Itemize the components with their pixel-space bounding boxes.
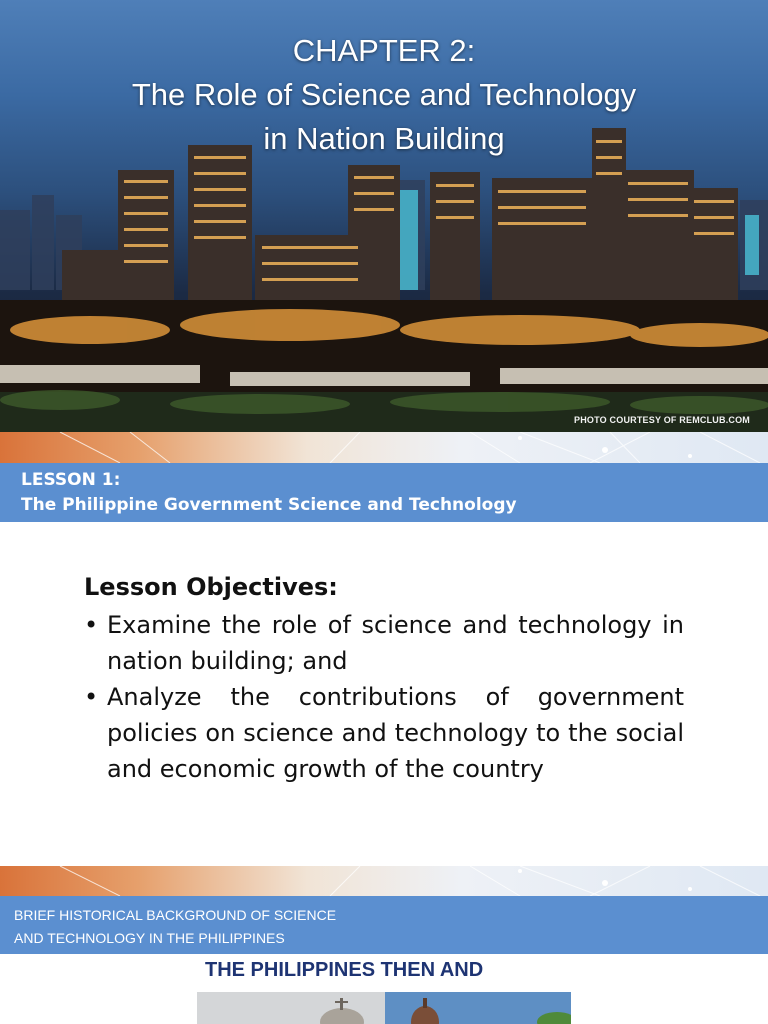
then-and-now-title: THE PHILIPPINES THEN AND xyxy=(205,959,484,981)
chapter-title-line-1: The Role of Science and Technology xyxy=(131,77,637,112)
objective-text: Analyze the contributions of government policies on science and technology to the social and economic growth of the country xyxy=(107,683,684,783)
tech-decorative-strip xyxy=(0,432,768,463)
chapter-title-slide xyxy=(0,0,768,432)
chapter-title-line-2: in Nation Building xyxy=(263,121,505,156)
history-heading-line-2: AND TECHNOLOGY IN THE PHILIPPINES xyxy=(14,930,285,946)
lesson-label: LESSON 1: xyxy=(21,470,121,490)
chapter-title xyxy=(0,29,768,161)
bullet-icon: • xyxy=(84,611,99,639)
network-lines-graphic xyxy=(0,866,768,896)
lesson-title: The Philippine Government Science and Technology xyxy=(21,495,517,515)
history-banner xyxy=(0,896,768,954)
church-dome-photo xyxy=(197,992,571,1024)
chapter-number: CHAPTER 2: xyxy=(292,33,476,68)
lesson-banner xyxy=(0,463,768,522)
photo-credit: PHOTO COURTESY OF REMCLUB.COM xyxy=(574,415,750,425)
objective-text: Examine the role of science and technology in nation building; and xyxy=(107,611,684,675)
objective-item xyxy=(84,607,684,679)
tech-decorative-strip xyxy=(0,866,768,896)
objective-item xyxy=(84,679,684,787)
history-heading-line-1: BRIEF HISTORICAL BACKGROUND OF SCIENCE xyxy=(14,907,337,923)
objectives-heading: Lesson Objectives: xyxy=(84,573,338,601)
objectives-list xyxy=(84,607,684,787)
bullet-icon: • xyxy=(84,683,99,711)
historical-photo xyxy=(197,992,571,1024)
history-heading xyxy=(14,904,336,950)
network-lines-graphic xyxy=(0,432,768,463)
lesson-objectives xyxy=(84,571,684,787)
